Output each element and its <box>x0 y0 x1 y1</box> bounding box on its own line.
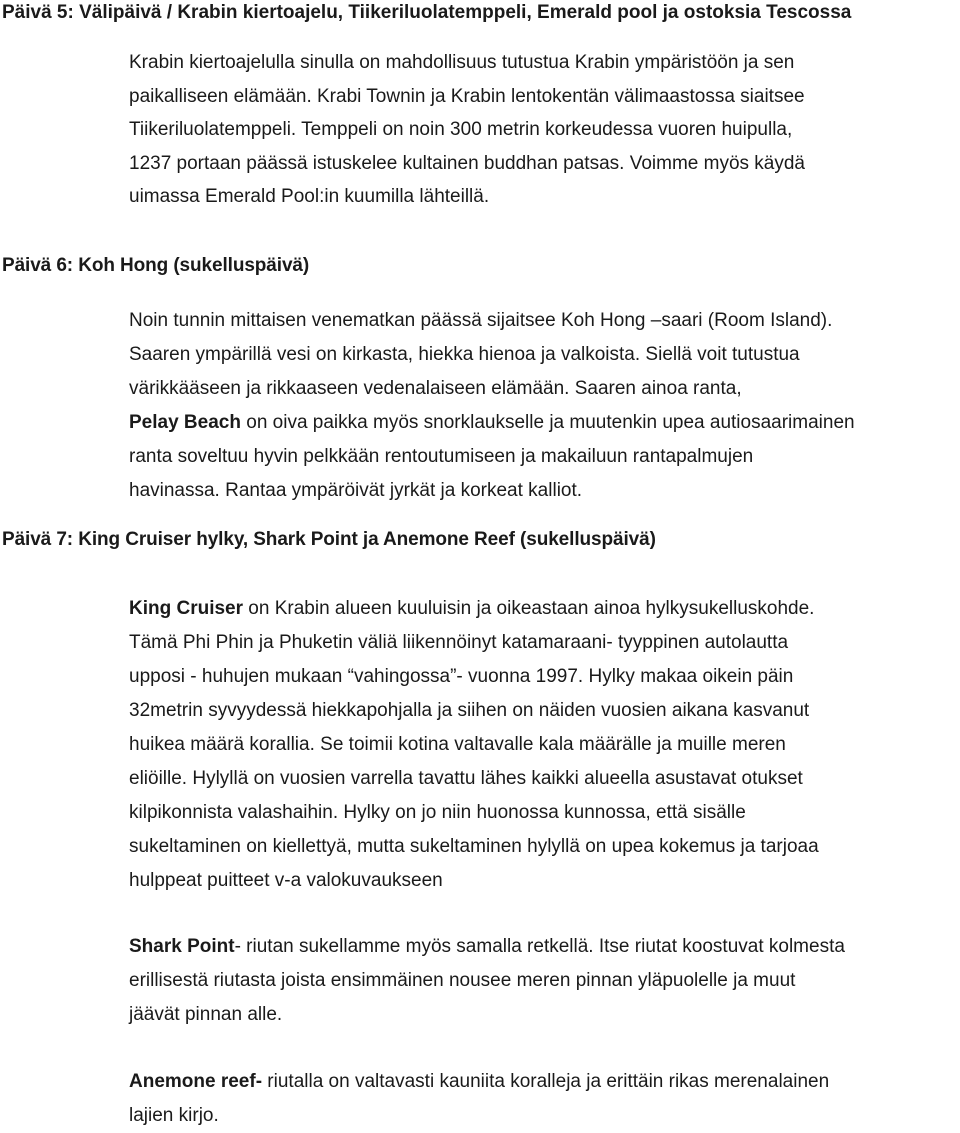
paragraph-line: Saaren ympärillä vesi on kirkasta, hiekka hienoa ja valkoista. Siellä voit tutustua <box>129 344 800 365</box>
paragraph-line: Tiikeriluolatemppeli. Temppeli on noin 300 metrin korkeudessa vuoren huipulla, <box>129 119 793 141</box>
paragraph-line <box>129 406 959 440</box>
pelay-beach-text: on oiva paikka myös snorklaukselle ja muutenkin upea autiosaarimainen <box>240 412 855 433</box>
anemone-reef-text: riutalla on valtavasti kauniita koralleja ja erittäin rikas merenalainen <box>262 1071 830 1092</box>
anemone-reef-term: Anemone reef- <box>129 1071 263 1092</box>
king-cruiser-text: on Krabin alueen kuuluisin ja oikeastaan ainoa hylkysukelluskohde. <box>243 598 815 619</box>
day7-heading: Päivä 7: King Cruiser hylky, Shark Point ja Anemone Reef (sukelluspäivä) <box>2 529 656 550</box>
anemone-reef-paragraph <box>129 1065 959 1133</box>
paragraph-line: erillisestä riutasta joista ensimmäinen nousee meren pinnan yläpuolelle ja muut <box>129 970 796 991</box>
paragraph-line: Krabin kiertoajelulla sinulla on mahdollisuus tutustua Krabin ympäristöön ja sen <box>129 52 795 73</box>
paragraph-line: Noin tunnin mittaisen venematkan päässä sijaitsee Koh Hong –saari (Room Island). <box>129 310 833 331</box>
paragraph-line: 32metrin syvyydessä hiekkapohjalla ja siihen on näiden vuosien aikana kasvanut <box>129 700 810 721</box>
paragraph-line: havinassa. Rantaa ympäröivät jyrkät ja korkeat kalliot. <box>129 480 583 501</box>
paragraph-line: jäävät pinnan alle. <box>129 1004 283 1025</box>
paragraph-line: upposi - huhujen mukaan “vahingossa”- vuonna 1997. Hylky makaa oikein päin <box>129 666 794 687</box>
paragraph-line: uimassa Emerald Pool:in kuumilla lähteillä. <box>129 186 490 208</box>
king-cruiser-term: King Cruiser <box>129 598 244 619</box>
day5-heading: Päivä 5: Välipäivä / Krabin kiertoajelu, Tiikeriluolatemppeli, Emerald pool ja ostoksia Tescossa <box>2 2 852 23</box>
shark-point-term: Shark Point <box>129 936 235 957</box>
paragraph-line: Tämä Phi Phin ja Phuketin väliä liikennöinyt katamaraani- tyyppinen autolautta <box>129 632 789 653</box>
paragraph-line: kilpikonnista valashaihin. Hylky on jo niin huonossa kunnossa, että sisälle <box>129 802 746 823</box>
paragraph-line: sukeltaminen on kiellettyä, mutta sukeltaminen hylyllä on upea kokemus ja tarjoaa <box>129 836 819 857</box>
paragraph-line <box>129 1065 959 1099</box>
paragraph-line: huikea määrä korallia. Se toimii kotina valtavalle kala määrälle ja muille meren <box>129 734 786 755</box>
paragraph-line: lajien kirjo. <box>129 1105 219 1126</box>
shark-point-text: - riutan sukellamme myös samalla retkellä. Itse riutat koostuvat kolmesta <box>234 936 845 957</box>
paragraph-line <box>129 592 959 626</box>
paragraph-line: värikkääseen ja rikkaaseen vedenalaiseen elämään. Saaren ainoa ranta, <box>129 378 742 399</box>
paragraph-line: paikalliseen elämään. Krabi Townin ja Krabin lentokentän välimaastossa siaitsee <box>129 85 805 107</box>
day6-paragraph <box>129 304 959 508</box>
paragraph-line: ranta soveltuu hyvin pelkkään rentoutumiseen ja makailuun rantapalmujen <box>129 446 754 467</box>
paragraph-line: eliöille. Hylyllä on vuosien varrella tavattu lähes kaikki alueella asustavat otukset <box>129 768 803 789</box>
paragraph-line: hulppeat puitteet v-a valokuvaukseen <box>129 870 443 891</box>
shark-point-paragraph <box>129 930 959 1032</box>
pelay-beach-term: Pelay Beach <box>129 412 241 433</box>
day6-heading: Päivä 6: Koh Hong (sukelluspäivä) <box>2 255 310 276</box>
paragraph-line: 1237 portaan päässä istuskelee kultainen buddhan patsas. Voimme myös käydä <box>129 152 805 174</box>
day5-paragraph <box>129 46 959 214</box>
king-cruiser-paragraph <box>129 592 959 898</box>
paragraph-line <box>129 930 959 964</box>
